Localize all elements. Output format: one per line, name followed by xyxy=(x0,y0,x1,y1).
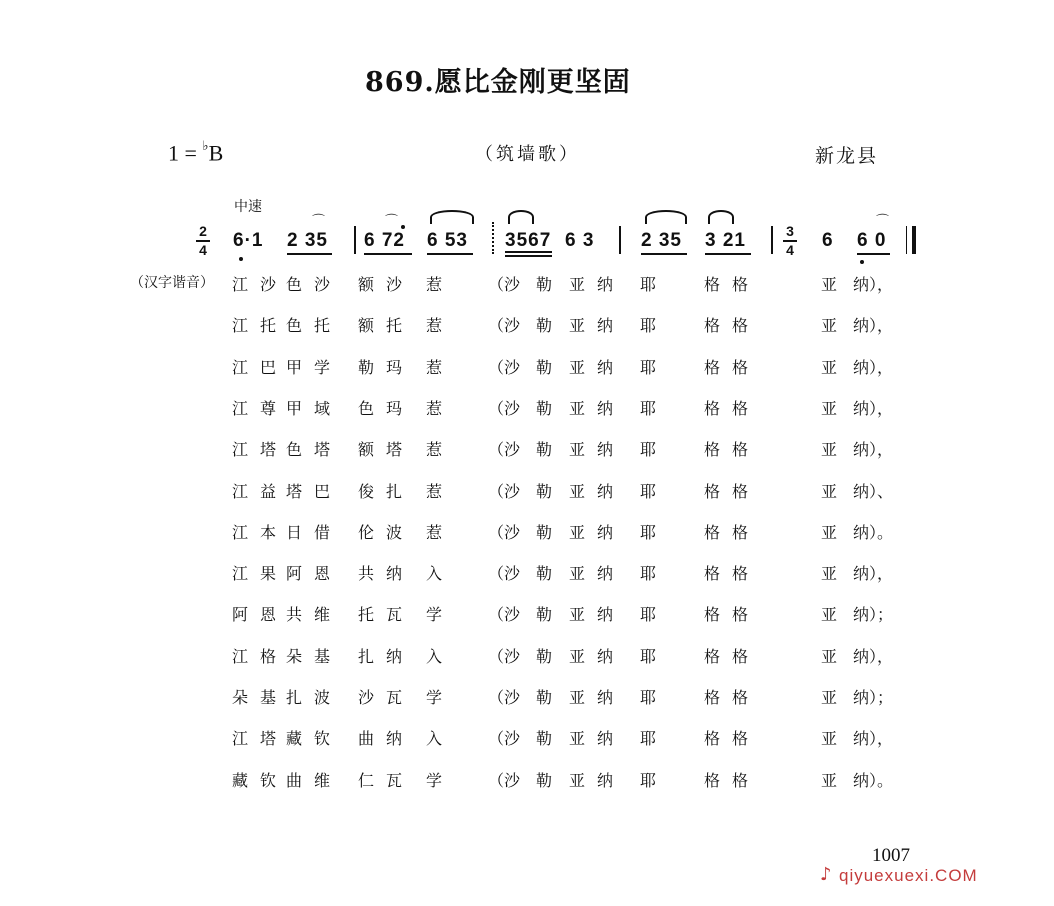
lyric-syllable: 格格 xyxy=(704,399,761,418)
lyric-syllable: 色塔 xyxy=(286,440,343,459)
key-note: B xyxy=(208,140,224,166)
lyric-syllable: 亚纳 xyxy=(569,440,626,459)
time-signature-3-4 xyxy=(783,224,797,258)
lyric-syllable: 勒 xyxy=(536,523,553,542)
high-octave-dot xyxy=(401,225,405,229)
lyric-syllable: 惹 xyxy=(426,358,443,377)
lyric-syllable: 仁瓦 xyxy=(358,771,415,790)
dotted-barline xyxy=(492,222,494,254)
lyric-syllable: （沙 xyxy=(488,688,521,707)
key-prefix: 1 = xyxy=(168,140,203,166)
lyric-syllable: 耶 xyxy=(640,316,657,335)
lyric-syllable: 亚 xyxy=(821,482,838,501)
lyric-syllable: 色玛 xyxy=(358,399,415,418)
lyric-syllable: 耶 xyxy=(640,523,657,542)
lyric-syllable: 扎纳 xyxy=(358,647,415,666)
lyric-syllable: 耶 xyxy=(640,647,657,666)
lyric-syllable: 格格 xyxy=(704,275,761,294)
lyric-syllable: 亚纳 xyxy=(569,647,626,666)
lyric-syllable: 惹 xyxy=(426,440,443,459)
lyric-syllable: 勒 xyxy=(536,482,553,501)
lyric-syllable: 亚纳 xyxy=(569,316,626,335)
lyric-syllable: 朵基 xyxy=(232,688,289,707)
lyric-syllable: （沙 xyxy=(488,482,521,501)
lyrics-label: （汉字谐音） xyxy=(130,275,214,291)
note-group: 6 72 xyxy=(364,230,405,251)
lyric-syllable: 纳）， xyxy=(853,316,894,335)
lyric-syllable: 亚纳 xyxy=(569,482,626,501)
timesig-bottom: 4 xyxy=(786,242,794,258)
lyric-syllable: 勒 xyxy=(536,729,553,748)
lyric-syllable: 勒 xyxy=(536,771,553,790)
lyric-syllable: 亚 xyxy=(821,275,838,294)
barline xyxy=(771,226,773,254)
lyric-syllable: 学 xyxy=(426,688,443,707)
lyric-syllable: 亚纳 xyxy=(569,523,626,542)
lyric-syllable: 勒 xyxy=(536,688,553,707)
underline xyxy=(287,253,332,255)
lyric-syllable: （沙 xyxy=(488,729,521,748)
lyric-syllable: 纳）， xyxy=(853,358,894,377)
note-group: 6 0 xyxy=(857,230,887,251)
lyric-syllable: 耶 xyxy=(640,564,657,583)
lyric-syllable: 勒玛 xyxy=(358,358,415,377)
lyric-syllable: 耶 xyxy=(640,399,657,418)
lyric-syllable: 纳）。 xyxy=(853,771,894,790)
slur xyxy=(430,210,474,224)
note-group: 2 35 xyxy=(287,230,328,251)
note-group: 3 21 xyxy=(705,230,746,251)
lyric-syllable: 纳）， xyxy=(853,729,894,748)
lyric-syllable: 纳）、 xyxy=(853,482,894,501)
lyric-syllable: 亚纳 xyxy=(569,564,626,583)
lyric-syllable: 勒 xyxy=(536,440,553,459)
lyric-syllable: 日借 xyxy=(286,523,343,542)
lyric-syllable: 格格 xyxy=(704,358,761,377)
lyric-syllable: 纳）； xyxy=(853,688,894,707)
lyric-syllable: 纳）， xyxy=(853,564,894,583)
timesig-bottom: 4 xyxy=(199,242,207,258)
barline xyxy=(619,226,621,254)
lyric-syllable: 惹 xyxy=(426,316,443,335)
lyric-syllable: 江巴 xyxy=(232,358,289,377)
key-signature xyxy=(168,140,223,166)
flat-sign: ♭ xyxy=(202,138,209,153)
slur xyxy=(508,210,534,224)
timesig-top: 2 xyxy=(199,223,207,239)
lyric-syllable: 纳）， xyxy=(853,399,894,418)
fermata-icon: ⌒ xyxy=(312,214,326,229)
lyric-syllable: 甲学 xyxy=(286,358,343,377)
lyric-syllable: 江尊 xyxy=(232,399,289,418)
lyric-syllable: 亚 xyxy=(821,523,838,542)
lyric-syllable: 勒 xyxy=(536,647,553,666)
lyric-syllable: 朵基 xyxy=(286,647,343,666)
lyric-syllable: 耶 xyxy=(640,771,657,790)
lyric-syllable: 亚 xyxy=(821,605,838,624)
lyric-syllable: 沙瓦 xyxy=(358,688,415,707)
lyric-syllable: 江益 xyxy=(232,482,289,501)
lyric-syllable: 亚纳 xyxy=(569,729,626,748)
page-number: 1007 xyxy=(872,845,910,866)
lyric-syllable: 亚 xyxy=(821,564,838,583)
note-group: 6 53 xyxy=(427,230,468,251)
lyric-syllable: 纳）； xyxy=(853,605,894,624)
note-group: 6 3 xyxy=(565,230,595,251)
slur xyxy=(645,210,687,224)
lyric-syllable: 色托 xyxy=(286,316,343,335)
slur xyxy=(708,210,734,224)
lyric-syllable: 亚纳 xyxy=(569,358,626,377)
lyric-syllable: 亚 xyxy=(821,399,838,418)
song-subtitle: （筑墙歌） xyxy=(475,144,580,165)
lyric-syllable: 塔巴 xyxy=(286,482,343,501)
lyric-syllable: 亚 xyxy=(821,771,838,790)
lyric-syllable: 伦波 xyxy=(358,523,415,542)
timesig-top: 3 xyxy=(786,223,794,239)
lyric-syllable: 扎波 xyxy=(286,688,343,707)
barline xyxy=(354,226,356,254)
lyric-syllable: 江沙 xyxy=(232,275,289,294)
lyric-syllable: 亚 xyxy=(821,647,838,666)
lyric-syllable: 亚 xyxy=(821,316,838,335)
lyric-syllable: 亚纳 xyxy=(569,399,626,418)
lyric-syllable: 惹 xyxy=(426,399,443,418)
lyric-syllable: 亚纳 xyxy=(569,688,626,707)
lyric-syllable: 甲域 xyxy=(286,399,343,418)
lyric-syllable: 耶 xyxy=(640,688,657,707)
lyric-syllable: 耶 xyxy=(640,605,657,624)
lyric-syllable: 格格 xyxy=(704,771,761,790)
lyric-syllable: （沙 xyxy=(488,771,521,790)
lyric-syllable: （沙 xyxy=(488,358,521,377)
lyric-syllable: 格格 xyxy=(704,688,761,707)
lyric-syllable: 格格 xyxy=(704,605,761,624)
final-barline-thick xyxy=(912,226,916,254)
lyric-syllable: 纳）。 xyxy=(853,523,894,542)
fermata-icon: ⌒ xyxy=(876,214,890,229)
watermark: qiyuexuexi.COM xyxy=(839,866,978,885)
lyric-syllable: 惹 xyxy=(426,523,443,542)
lyric-syllable: 共维 xyxy=(286,605,343,624)
lyric-syllable: 额沙 xyxy=(358,275,415,294)
lyric-syllable: 入 xyxy=(426,564,443,583)
lyric-syllable: 纳）， xyxy=(853,647,894,666)
lyric-syllable: 格格 xyxy=(704,523,761,542)
lyric-syllable: 曲纳 xyxy=(358,729,415,748)
lyric-syllable: 勒 xyxy=(536,564,553,583)
lyric-syllable: 亚 xyxy=(821,729,838,748)
lyric-syllable: （沙 xyxy=(488,605,521,624)
underline xyxy=(705,253,751,255)
lyric-syllable: 俊扎 xyxy=(358,482,415,501)
lyric-syllable: （沙 xyxy=(488,647,521,666)
final-barline-thin xyxy=(906,226,907,254)
lyric-syllable: 勒 xyxy=(536,399,553,418)
note-group: 3567 xyxy=(505,230,552,251)
note-group: 2 35 xyxy=(641,230,682,251)
lyric-syllable: 勒 xyxy=(536,275,553,294)
lyric-syllable: 江托 xyxy=(232,316,289,335)
tempo-marking: 中速 xyxy=(234,199,262,215)
lyric-syllable: 耶 xyxy=(640,440,657,459)
lyric-syllable: 阿恩 xyxy=(232,605,289,624)
lyric-syllable: 格格 xyxy=(704,316,761,335)
lyric-syllable: 耶 xyxy=(640,275,657,294)
lyric-syllable: （沙 xyxy=(488,564,521,583)
lyric-syllable: 江塔 xyxy=(232,729,289,748)
lyric-syllable: 亚 xyxy=(821,688,838,707)
lyric-syllable: 亚纳 xyxy=(569,275,626,294)
low-octave-dot xyxy=(860,260,864,264)
lyric-syllable: 江果 xyxy=(232,564,289,583)
underline xyxy=(641,253,687,255)
lyric-syllable: 格格 xyxy=(704,647,761,666)
lyric-syllable: 亚 xyxy=(821,358,838,377)
lyric-syllable: 江塔 xyxy=(232,440,289,459)
lyric-syllable: 江格 xyxy=(232,647,289,666)
lyric-syllable: 藏钦 xyxy=(232,771,289,790)
lyric-syllable: （沙 xyxy=(488,440,521,459)
time-signature-2-4 xyxy=(196,224,210,258)
fermata-icon: ⌒ xyxy=(385,214,399,229)
lyric-syllable: 耶 xyxy=(640,358,657,377)
underline xyxy=(427,253,473,255)
lyric-syllable: 格格 xyxy=(704,440,761,459)
lyric-syllable: 勒 xyxy=(536,358,553,377)
lyric-syllable: 学 xyxy=(426,771,443,790)
region-label: 新龙县 xyxy=(815,145,879,167)
lyric-syllable: 亚纳 xyxy=(569,605,626,624)
lyric-syllable: （沙 xyxy=(488,316,521,335)
lyric-syllable: 共纳 xyxy=(358,564,415,583)
low-octave-dot xyxy=(239,257,243,261)
underline xyxy=(857,253,890,255)
lyric-syllable: 亚纳 xyxy=(569,771,626,790)
lyric-syllable: 惹 xyxy=(426,275,443,294)
lyric-syllable: （沙 xyxy=(488,399,521,418)
lyric-syllable: 勒 xyxy=(536,316,553,335)
lyric-syllable: （沙 xyxy=(488,523,521,542)
lyric-syllable: 惹 xyxy=(426,482,443,501)
lyric-syllable: 额托 xyxy=(358,316,415,335)
lyric-syllable: 色沙 xyxy=(286,275,343,294)
lyric-syllable: 格格 xyxy=(704,482,761,501)
lyric-syllable: 曲维 xyxy=(286,771,343,790)
song-title: 869.愿比金刚更坚固 xyxy=(365,67,631,98)
lyric-syllable: 纳）， xyxy=(853,275,894,294)
music-note-icon: ♪ xyxy=(820,864,832,885)
lyric-syllable: 耶 xyxy=(640,482,657,501)
lyric-syllable: （沙 xyxy=(488,275,521,294)
lyric-syllable: 阿恩 xyxy=(286,564,343,583)
lyric-syllable: 勒 xyxy=(536,605,553,624)
lyric-syllable: 亚 xyxy=(821,440,838,459)
lyric-syllable: 江本 xyxy=(232,523,289,542)
underline xyxy=(505,251,552,253)
lyric-syllable: 格格 xyxy=(704,564,761,583)
lyric-syllable: 额塔 xyxy=(358,440,415,459)
lyric-syllable: 纳）， xyxy=(853,440,894,459)
lyric-syllable: 托瓦 xyxy=(358,605,415,624)
lyric-syllable: 入 xyxy=(426,729,443,748)
lyric-syllable: 藏钦 xyxy=(286,729,343,748)
underline xyxy=(364,253,412,255)
lyric-syllable: 入 xyxy=(426,647,443,666)
note-group: 6 xyxy=(822,230,834,251)
lyric-syllable: 耶 xyxy=(640,729,657,748)
underline xyxy=(505,255,552,257)
lyric-syllable: 学 xyxy=(426,605,443,624)
lyric-syllable: 格格 xyxy=(704,729,761,748)
note-group: 6·1 xyxy=(233,230,264,251)
